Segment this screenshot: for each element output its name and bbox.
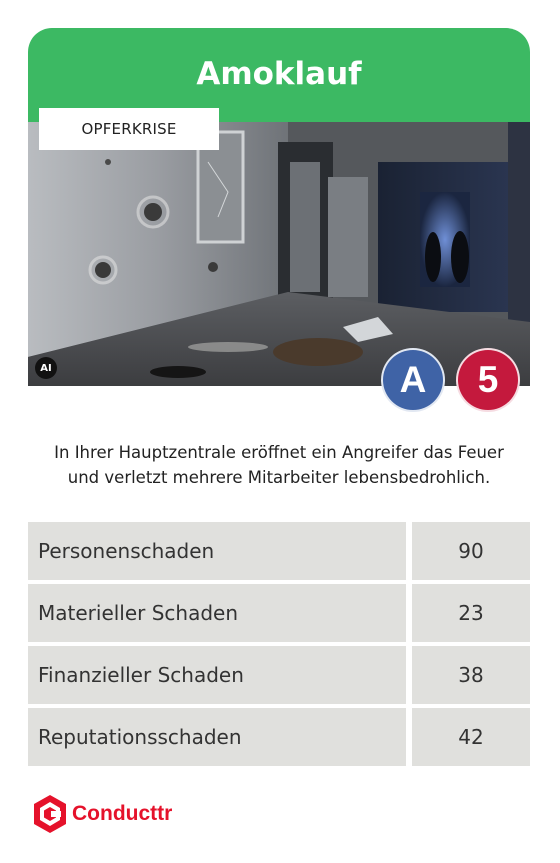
- table-row: [28, 646, 530, 704]
- stat-value: 23: [412, 584, 530, 642]
- letter-badge: A: [381, 348, 445, 412]
- card-title: Amoklauf: [196, 56, 362, 92]
- ai-generated-badge: AI: [35, 357, 57, 379]
- table-row: [28, 584, 530, 642]
- card-description: [28, 440, 530, 490]
- stat-value: 42: [412, 708, 530, 766]
- stat-label: Personenschaden: [28, 522, 406, 580]
- number-badge: 5: [456, 348, 520, 412]
- description-line-2: und verletzt mehrere Mitarbeiter lebensbedrohlich.: [67, 468, 491, 487]
- category-tag: OPFERKRISE: [39, 108, 219, 150]
- conducttr-logo-icon: [32, 794, 68, 834]
- stat-label: Materieller Schaden: [28, 584, 406, 642]
- stat-label: Reputationsschaden: [28, 708, 406, 766]
- scene-image: [28, 122, 530, 386]
- table-row: [28, 708, 530, 766]
- table-row: [28, 522, 530, 580]
- stat-value: 38: [412, 646, 530, 704]
- description-line-1: In Ihrer Hauptzentrale eröffnet ein Angreifer das Feuer: [54, 443, 504, 462]
- brand-logo: [32, 794, 172, 834]
- brand-name: Conducttr: [72, 802, 173, 825]
- stat-label: Finanzieller Schaden: [28, 646, 406, 704]
- stat-value: 90: [412, 522, 530, 580]
- stats-table: [28, 522, 530, 770]
